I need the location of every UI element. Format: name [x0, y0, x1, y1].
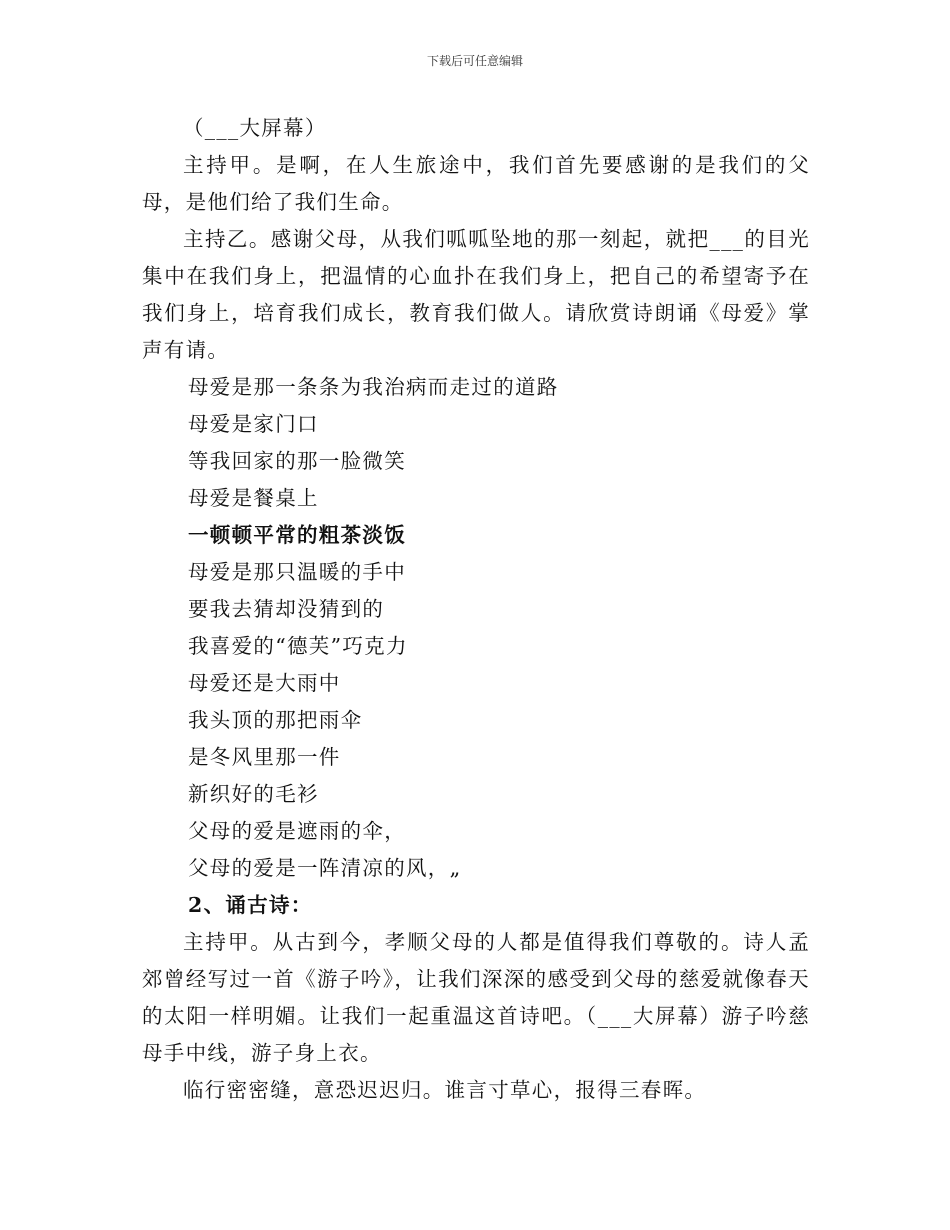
poem-line: 一顿顿平常的粗茶淡饭: [188, 523, 406, 547]
poem-line: 母爱是那只温暖的手中: [188, 560, 406, 584]
poem-line: 父母的爱是一阵清凉的风，„: [188, 856, 462, 880]
host-b-paragraph: 主持乙。感谢父母，从我们呱呱坠地的那一刻起，就把___的目光集中在我们身上，把温情的心血扑在我们身上，把自己的希望寄予在我们身上，培育我们成长，教育我们做人。请欣赏诗朗诵《母爱》掌声有请。: [142, 227, 810, 362]
document-body: [142, 110, 810, 1109]
poem-line: 母爱是那一条条为我治病而走过的道路: [188, 375, 559, 399]
poem-line: 新织好的毛衫: [188, 782, 319, 806]
host-a-paragraph: 主持甲。是啊，在人生旅途中，我们首先要感谢的是我们的父母，是他们给了我们生命。: [142, 153, 810, 214]
poem-line: 是冬风里那一件: [188, 745, 341, 769]
poem-line: 母爱是餐桌上: [188, 486, 319, 510]
poem-closing-paragraph: 临行密密缝，意恐迟迟归。谁言寸草心，报得三春晖。: [183, 1078, 707, 1102]
poem-line: 母爱还是大雨中: [188, 671, 341, 695]
poem-line: 我头顶的那把雨伞: [188, 708, 363, 732]
stage-direction: （___大屏幕）: [183, 116, 327, 140]
poem-mother-love: [142, 369, 810, 887]
section-heading: 2、诵古诗：: [188, 893, 313, 917]
poem-line: 要我去猜却没猜到的: [188, 597, 385, 621]
poem-line: 等我回家的那一脸微笑: [188, 449, 406, 473]
poem-line: 父母的爱是遮雨的伞，: [188, 819, 406, 843]
poem-line: 母爱是家门口: [188, 412, 319, 436]
poem-line: 我喜爱的“德芙”巧克力: [188, 634, 408, 658]
page-header: 下载后可任意编辑: [426, 54, 523, 68]
host-a-paragraph-2: 主持甲。从古到今，孝顺父母的人都是值得我们尊敬的。诗人孟郊曾经写过一首《游子吟》，让我们深深的感受到父母的慈爱就像春天的太阳一样明媚。让我们一起重温这首诗吧。（___大屏幕）游子吟慈母手中线，游子身上衣。: [142, 930, 810, 1065]
